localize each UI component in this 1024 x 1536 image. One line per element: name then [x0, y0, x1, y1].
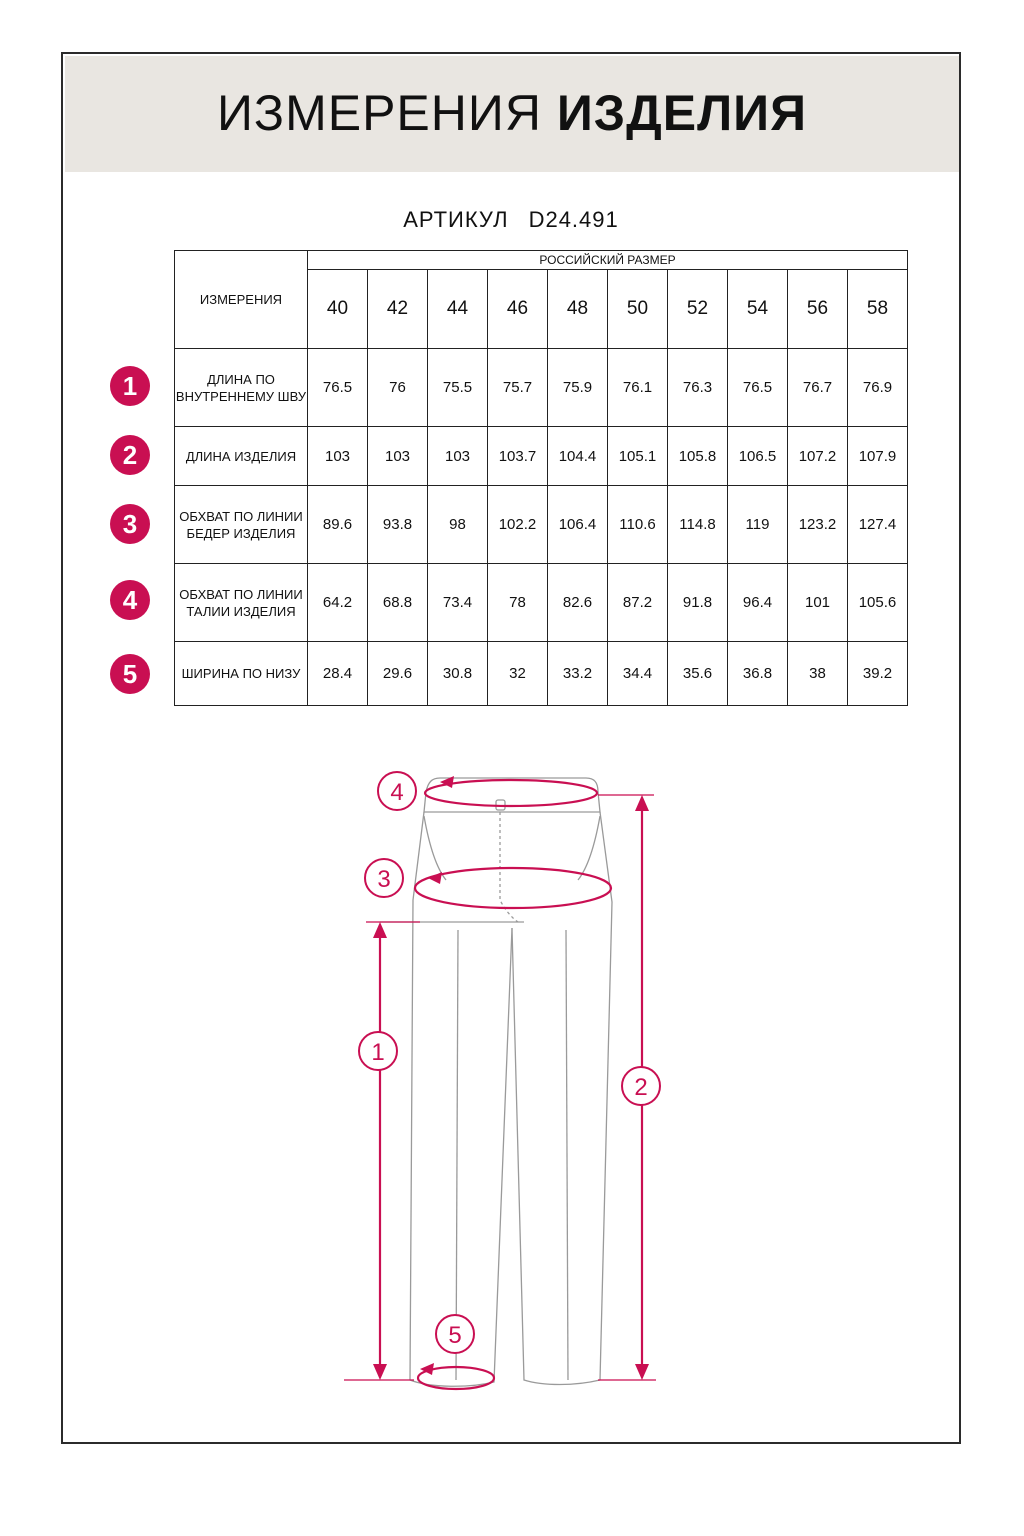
size-header: 54 — [728, 270, 788, 349]
table-cell: 103.7 — [488, 427, 548, 486]
row-number-badge: 5 — [110, 654, 150, 694]
table-cell: 76.5 — [728, 349, 788, 427]
table-cell: 32 — [488, 642, 548, 706]
table-cell: 76.1 — [608, 349, 668, 427]
size-header: 42 — [368, 270, 428, 349]
row-label: ДЛИНА ПО ВНУТРЕННЕМУ ШВУ — [175, 349, 308, 427]
table-cell: 36.8 — [728, 642, 788, 706]
table-cell: 114.8 — [668, 486, 728, 564]
size-header: 48 — [548, 270, 608, 349]
row-number-badge: 4 — [110, 580, 150, 620]
table-cell: 38 — [788, 642, 848, 706]
table-cell: 127.4 — [848, 486, 908, 564]
table-cell: 105.6 — [848, 564, 908, 642]
table-cell: 96.4 — [728, 564, 788, 642]
table-cell: 28.4 — [308, 642, 368, 706]
table-cell: 76.5 — [308, 349, 368, 427]
row-label: ШИРИНА ПО НИЗУ — [175, 642, 308, 706]
table-cell: 82.6 — [548, 564, 608, 642]
table-cell: 93.8 — [368, 486, 428, 564]
length-arrow-bottom — [635, 1364, 649, 1380]
article-code: D24.491 — [528, 207, 619, 232]
table-cell: 75.7 — [488, 349, 548, 427]
table-cell: 103 — [428, 427, 488, 486]
table-cell: 76.9 — [848, 349, 908, 427]
size-header: 50 — [608, 270, 668, 349]
size-header: 44 — [428, 270, 488, 349]
row-label: ОБХВАТ ПО ЛИНИИ ТАЛИИ ИЗДЕЛИЯ — [175, 564, 308, 642]
length-arrow-top — [635, 795, 649, 811]
table-cell: 29.6 — [368, 642, 428, 706]
table-cell: 73.4 — [428, 564, 488, 642]
table-cell: 103 — [308, 427, 368, 486]
table-cell: 106.4 — [548, 486, 608, 564]
marker-label: 1 — [371, 1039, 385, 1066]
hip-ellipse — [415, 868, 611, 908]
measurements-header: ИЗМЕРЕНИЯ — [175, 251, 308, 349]
table-cell: 104.4 — [548, 427, 608, 486]
inseam-arrow-top — [373, 922, 387, 938]
row-number-badge: 2 — [110, 435, 150, 475]
marker-label: 3 — [377, 866, 391, 893]
marker-label: 4 — [390, 779, 404, 806]
size-header: 56 — [788, 270, 848, 349]
marker-label: 5 — [448, 1322, 462, 1349]
row-number-badge: 3 — [110, 504, 150, 544]
row-label: ДЛИНА ИЗДЕЛИЯ — [175, 427, 308, 486]
table-cell: 119 — [728, 486, 788, 564]
table-cell: 105.8 — [668, 427, 728, 486]
size-header: 46 — [488, 270, 548, 349]
title-bold: ИЗДЕЛИЯ — [556, 85, 808, 141]
table-cell: 78 — [488, 564, 548, 642]
table-cell: 103 — [368, 427, 428, 486]
table-cell: 76.3 — [668, 349, 728, 427]
table-cell: 76.7 — [788, 349, 848, 427]
table-cell: 39.2 — [848, 642, 908, 706]
table-cell: 75.9 — [548, 349, 608, 427]
table-cell: 105.1 — [608, 427, 668, 486]
table-cell: 76 — [368, 349, 428, 427]
table-cell: 107.2 — [788, 427, 848, 486]
article-label: АРТИКУЛ — [403, 207, 509, 232]
table-cell: 68.8 — [368, 564, 428, 642]
row-label: ОБХВАТ ПО ЛИНИИ БЕДЕР ИЗДЕЛИЯ — [175, 486, 308, 564]
marker-4 — [378, 772, 416, 810]
left-pocket-line — [424, 816, 446, 880]
table-cell: 98 — [428, 486, 488, 564]
table-cell: 101 — [788, 564, 848, 642]
table-cell: 110.6 — [608, 486, 668, 564]
left-crease — [456, 930, 458, 1380]
table-cell: 75.5 — [428, 349, 488, 427]
right-pocket-line — [578, 816, 600, 880]
table-cell: 106.5 — [728, 427, 788, 486]
inseam-arrow-bottom — [373, 1364, 387, 1380]
diagram-markers — [359, 772, 660, 1353]
row-number-badge: 1 — [110, 366, 150, 406]
right-crease — [566, 930, 568, 1380]
table-cell: 91.8 — [668, 564, 728, 642]
table-cell: 102.2 — [488, 486, 548, 564]
marker-5 — [436, 1315, 474, 1353]
table-cell: 64.2 — [308, 564, 368, 642]
table-cell: 107.9 — [848, 427, 908, 486]
title-light: ИЗМЕРЕНИЯ — [216, 85, 542, 141]
table-cell: 34.4 — [608, 642, 668, 706]
size-header: 58 — [848, 270, 908, 349]
marker-2 — [622, 1067, 660, 1105]
marker-label: 2 — [634, 1074, 648, 1101]
size-header: 40 — [308, 270, 368, 349]
table-cell: 33.2 — [548, 642, 608, 706]
table-cell: 35.6 — [668, 642, 728, 706]
table-cell: 30.8 — [428, 642, 488, 706]
table-cell: 123.2 — [788, 486, 848, 564]
table-cell: 89.6 — [308, 486, 368, 564]
hip-arrow-head — [428, 872, 442, 884]
marker-3 — [365, 859, 403, 897]
size-group-header: РОССИЙСКИЙ РАЗМЕР — [308, 251, 908, 270]
marker-1 — [359, 1032, 397, 1070]
table-cell: 87.2 — [608, 564, 668, 642]
size-header: 52 — [668, 270, 728, 349]
